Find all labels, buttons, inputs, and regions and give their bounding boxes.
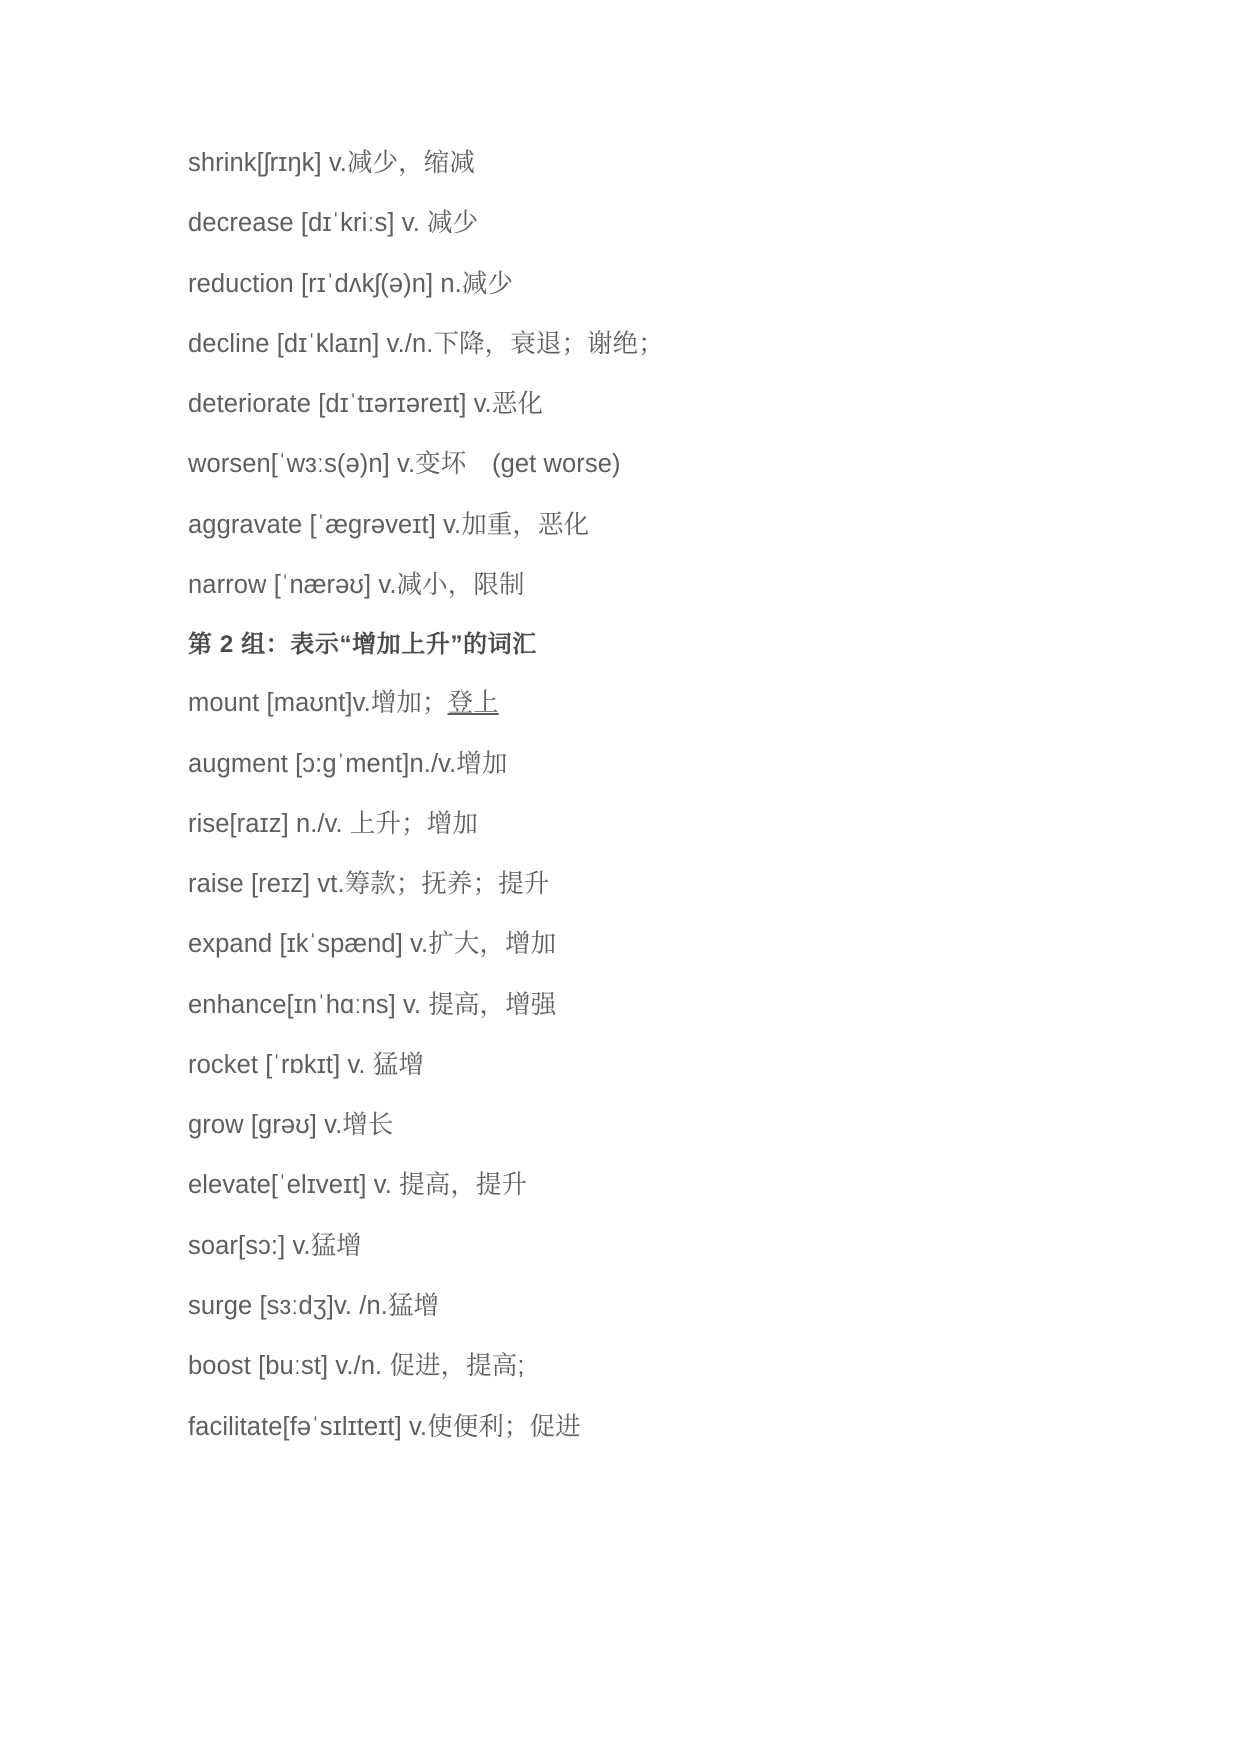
vocabulary-entry: worsen[ˈwɜːs(ə)n] v.变坏 (get worse) [188, 450, 621, 479]
vocabulary-entry: surge [sɜːdʒ]v. /n.猛增 [188, 1291, 440, 1320]
vocabulary-entry: soar[sɔ:] v.猛增 [188, 1231, 362, 1260]
vocabulary-entry: rise[raɪz] n./v. 上升；增加 [188, 809, 478, 838]
vocabulary-entry-underlined-text: 登上 [447, 689, 499, 718]
vocabulary-entry: rocket [ˈrɒkɪt] v. 猛增 [188, 1050, 424, 1079]
vocabulary-entry: elevate[ˈelɪveɪt] v. 提高，提升 [188, 1171, 528, 1200]
vocabulary-entry: expand [ɪkˈspænd] v.扩大，增加 [188, 930, 557, 959]
section-heading: 第 2 组：表示“增加上升”的词汇 [188, 631, 537, 659]
vocabulary-entry: raise [reɪz] vt.筹款；抚养；提升 [188, 870, 550, 899]
vocabulary-entry: grow [grəʊ] v.增长 [188, 1111, 394, 1140]
vocabulary-entry: shrink[ʃrɪŋk] v.减少，缩减 [188, 149, 475, 177]
vocabulary-list [188, 150, 1070, 1440]
vocabulary-entry: augment [ɔ:gˈment]n./v.增加 [188, 749, 508, 778]
vocabulary-entry: narrow [ˈnærəʊ] v.减小，限制 [188, 570, 525, 599]
vocabulary-entry: facilitate[fəˈsɪlɪteɪt] v.使便利；促进 [188, 1412, 581, 1441]
vocabulary-entry [188, 690, 1070, 717]
vocabulary-entry: enhance[ɪnˈhɑːns] v. 提高，增强 [188, 990, 557, 1019]
vocabulary-entry: aggravate [ˈægrəveɪt] v.加重，恶化 [188, 510, 590, 539]
vocabulary-entry: boost [buːst] v./n. 促进，提高; [188, 1352, 525, 1381]
vocabulary-entry: decrease [dɪˈkriːs] v. 减少 [188, 209, 479, 238]
vocabulary-entry-text: mount [maʊnt]v.增加； [188, 689, 448, 718]
vocabulary-entry: deteriorate [dɪˈtɪərɪəreɪt] v.恶化 [188, 390, 544, 419]
vocabulary-entry: decline [dɪˈklaɪn] v./n.下降，衰退；谢绝； [188, 329, 664, 358]
vocabulary-entry: reduction [rɪˈdʌkʃ(ə)n] n.减少 [188, 269, 514, 298]
